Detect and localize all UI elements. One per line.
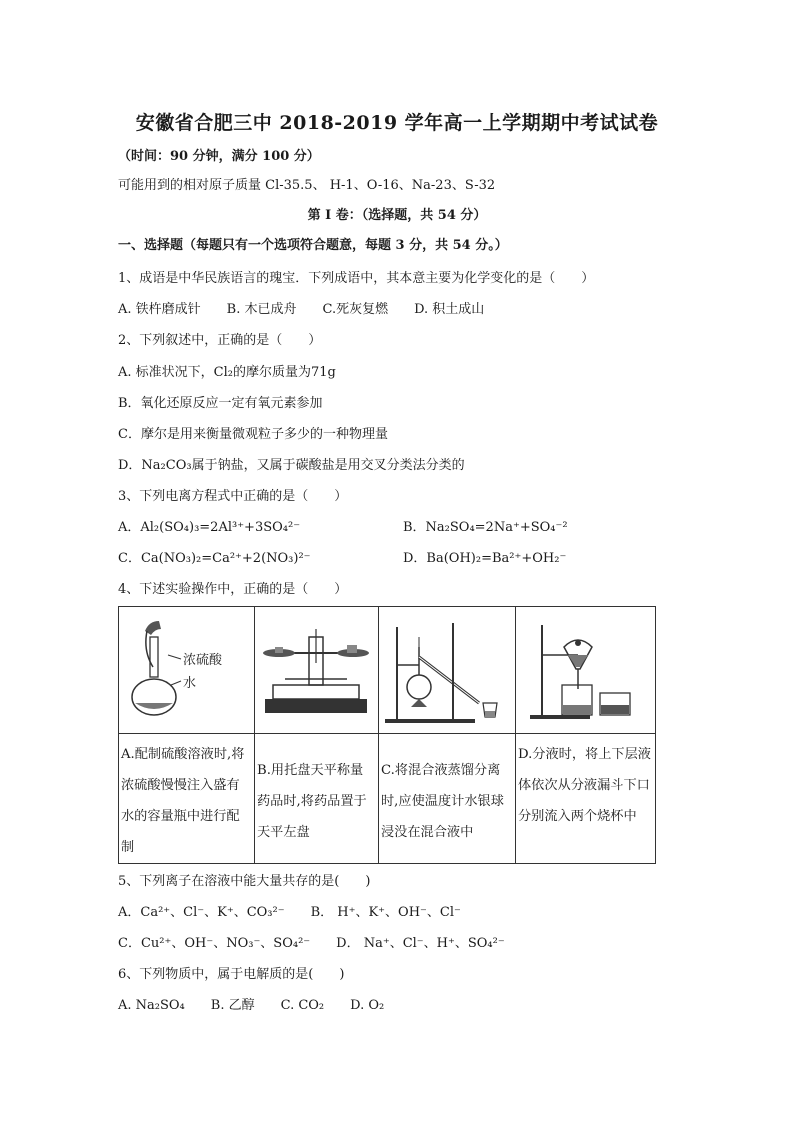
- q4-stem: 4、下述实验操作中，正确的是（ ）: [118, 582, 348, 597]
- q6-options: A. Na₂SO₄ B. 乙醇 C. CO₂ D. O₂: [118, 998, 385, 1013]
- q5-options-ab: A．Ca²⁺、Cl⁻、K⁺、CO₃²⁻ B． H⁺、K⁺、OH⁻、Cl⁻: [118, 905, 461, 920]
- page-title: 安徽省合肥三中 2018-2019 学年高一上学期期中考试试卷: [135, 112, 659, 134]
- q3-stem: 3、下列电离方程式中正确的是（ ）: [118, 489, 348, 504]
- q1-options: A. 铁杵磨成针 B. 木已成舟 C.死灰复燃 D. 积土成山: [118, 302, 485, 317]
- q4-table: [118, 606, 656, 864]
- q5-stem: 5、下列离子在溶液中能大量共存的是( ): [118, 874, 371, 889]
- q1-stem: 1、成语是中华民族语言的瑰宝．下列成语中，其本意主要为化学变化的是（ ）: [118, 271, 595, 286]
- q2-option-d: D．Na₂CO₃属于钠盐，又属于碳酸盐是用交叉分类法分类的: [118, 458, 465, 473]
- q4-figure-a: [119, 607, 254, 734]
- q2-option-b: B．氧化还原反应一定有氧元素参加: [118, 396, 323, 411]
- q4-figure-c: [379, 607, 515, 734]
- q4-cell-c: [379, 607, 516, 863]
- time-info: （时间：90 分钟，满分 100 分）: [118, 149, 320, 164]
- section-header: 第 I 卷：（选择题，共 54 分）: [307, 208, 487, 223]
- figure-label-water: 水: [183, 676, 197, 691]
- q6-stem: 6、下列物质中，属于电解质的是( ): [118, 967, 345, 982]
- q3-option-b: B．Na₂SO₄=2Na⁺+SO₄⁻²: [403, 520, 568, 535]
- q2-stem: 2、下列叙述中，正确的是（ ）: [118, 333, 322, 348]
- q4-cell-b: [255, 607, 379, 863]
- q3-option-d: D．Ba(OH)₂=Ba²⁺+OH₂⁻: [403, 551, 567, 566]
- q5-options-cd: C．Cu²⁺、OH⁻、NO₃⁻、SO₄²⁻ D． Na⁺、Cl⁻、H⁺、SO₄²⁻: [118, 936, 505, 951]
- q4-option-a: A.配制硫酸溶液时,将浓硫酸慢慢注入盛有水的容量瓶中进行配制: [121, 747, 245, 855]
- q2-option-c: C．摩尔是用来衡量微观粒子多少的一种物理量: [118, 427, 388, 442]
- q4-option-b: B.用托盘天平称量药品时,将药品置于天平左盘: [257, 763, 367, 840]
- q3-option-c: C．Ca(NO₃)₂=Ca²⁺+2(NO₃)²⁻: [118, 551, 311, 566]
- q4-cell-a: [119, 607, 255, 863]
- distillation-figure: [379, 607, 514, 733]
- volumetric-flask-figure: [119, 607, 253, 733]
- balance-figure: [255, 607, 377, 733]
- q4-figure-b: [255, 607, 378, 734]
- figure-label-acid: 浓硫酸: [183, 653, 223, 668]
- q2-option-a: A. 标准状况下，Cl₂的摩尔质量为71g: [118, 365, 336, 380]
- q4-cell-d: [516, 607, 655, 863]
- atomic-mass-note: 可能用到的相对原子质量 Cl-35.5、 H-1、O-16、Na-23、S-32: [118, 178, 496, 193]
- part-header: 一、选择题（每题只有一个选项符合题意，每题 3 分，共 54 分。）: [118, 238, 508, 253]
- q4-option-d: D.分液时，将上下层液体依次从分液漏斗下口分别流入两个烧杯中: [518, 747, 651, 824]
- separatory-funnel-figure: [516, 607, 655, 733]
- q3-option-a: A．Al₂(SO₄)₃=2Al³⁺+3SO₄²⁻: [118, 520, 301, 535]
- q4-figure-d: [516, 607, 655, 734]
- q4-option-c: C.将混合液蒸馏分离时,应使温度计水银球浸没在混合液中: [381, 763, 504, 840]
